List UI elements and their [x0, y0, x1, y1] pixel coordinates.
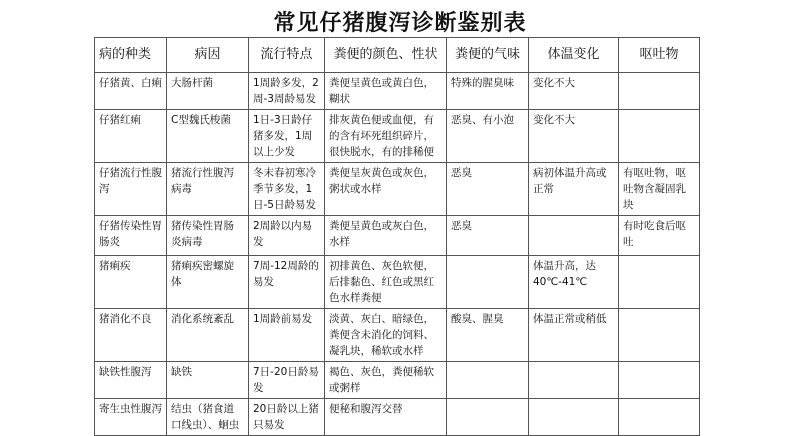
table-row — [95, 399, 700, 436]
table-row — [95, 73, 700, 110]
table-cell — [619, 256, 700, 309]
table-cell: 有时吃食后呕吐 — [619, 216, 700, 256]
table-cell: 2周龄以内易发 — [249, 216, 325, 256]
table-cell: 恶臭、有小泡 — [447, 110, 529, 163]
header-cell: 粪便的颜色、性状 — [325, 38, 447, 73]
table-cell: 1周龄前易发 — [249, 309, 325, 362]
table-cell: 猪流行性腹泻病毒 — [167, 163, 249, 216]
table-row — [95, 110, 700, 163]
table-cell: 恶臭 — [447, 216, 529, 256]
table-cell: 仔猪红痢 — [95, 110, 167, 163]
header-cell: 病的种类 — [95, 38, 167, 73]
table-cell: 20日龄以上猪只易发 — [249, 399, 325, 436]
table-cell: 1周龄多发，2周-3周龄易发 — [249, 73, 325, 110]
header-cell: 病因 — [167, 38, 249, 73]
table-cell — [447, 399, 529, 436]
table-row — [95, 216, 700, 256]
table-cell: 消化系统紊乱 — [167, 309, 249, 362]
page-title: 常见仔猪腹泻诊断鉴别表 — [273, 10, 527, 36]
table-cell: 仔猪传染性胃肠炎 — [95, 216, 167, 256]
table-cell — [619, 309, 700, 362]
table-cell: 仔猪流行性腹泻 — [95, 163, 167, 216]
table-cell: 猪消化不良 — [95, 309, 167, 362]
header-cell: 粪便的气味 — [447, 38, 529, 73]
table-cell: 变化不大 — [529, 73, 619, 110]
table-cell: 粪便呈黄色或灰白色，水样 — [325, 216, 447, 256]
table-cell: 褐色、灰色，粪便稀软或粥样 — [325, 362, 447, 399]
header-cell: 体温变化 — [529, 38, 619, 73]
table-cell: 初排黄色、灰色软便，后排黏色、红色或黑红色水样粪便 — [325, 256, 447, 309]
table-cell: 体温升高，达40℃-41℃ — [529, 256, 619, 309]
table-cell: 猪传染性胃肠炎病毒 — [167, 216, 249, 256]
table-cell — [529, 399, 619, 436]
table-cell: 冬末春初寒冷季节多发，1日-5日龄易发 — [249, 163, 325, 216]
table-header-row — [95, 38, 700, 73]
table-cell — [447, 256, 529, 309]
table-cell: 便秘和腹泻交替 — [325, 399, 447, 436]
table-cell: 粪便呈灰黄色或灰色，粥状或水样 — [325, 163, 447, 216]
table-cell: 粪便呈黄色或黄白色，糊状 — [325, 73, 447, 110]
table-cell: 仔猪黄、白痢 — [95, 73, 167, 110]
table-cell: 缺铁性腹泻 — [95, 362, 167, 399]
table-cell — [529, 216, 619, 256]
table-cell — [619, 110, 700, 163]
table-cell — [529, 362, 619, 399]
table-cell: 变化不大 — [529, 110, 619, 163]
table-cell — [619, 399, 700, 436]
table-cell: 特殊的腥臭味 — [447, 73, 529, 110]
table-cell: 1日-3日龄仔猪多发，1周以上少发 — [249, 110, 325, 163]
table-cell — [619, 73, 700, 110]
diagnosis-table — [94, 37, 700, 436]
table-cell: 7周-12周龄的易发 — [249, 256, 325, 309]
table-cell: 大肠杆菌 — [167, 73, 249, 110]
header-cell: 呕吐物 — [619, 38, 700, 73]
table-cell: 结虫（猪食道口线虫）、蛔虫 — [167, 399, 249, 436]
header-cell: 流行特点 — [249, 38, 325, 73]
table-cell: 猪痢疾 — [95, 256, 167, 309]
table-cell — [619, 362, 700, 399]
table-cell: 有呕吐物，呕吐物含凝固乳块 — [619, 163, 700, 216]
table-cell: 寄生虫性腹泻 — [95, 399, 167, 436]
table-cell: 体温正常或稍低 — [529, 309, 619, 362]
table-cell: 猪痢疾密螺旋体 — [167, 256, 249, 309]
table-cell: 恶臭 — [447, 163, 529, 216]
table-cell: 酸臭、腥臭 — [447, 309, 529, 362]
table-cell: C型魏氏梭菌 — [167, 110, 249, 163]
table-row — [95, 362, 700, 399]
table-cell: 淡黄、灰白、暗绿色，粪便含未消化的饲料、凝乳块，稀软或水样 — [325, 309, 447, 362]
table-row — [95, 309, 700, 362]
table-row — [95, 163, 700, 216]
table-cell: 7日-20日龄易发 — [249, 362, 325, 399]
table-cell: 病初体温升高或正常 — [529, 163, 619, 216]
table-cell: 排灰黄色便或血便，有的含有坏死组织碎片，很快脱水，有的排稀便 — [325, 110, 447, 163]
table-row — [95, 256, 700, 309]
table-cell — [447, 362, 529, 399]
table-cell: 缺铁 — [167, 362, 249, 399]
